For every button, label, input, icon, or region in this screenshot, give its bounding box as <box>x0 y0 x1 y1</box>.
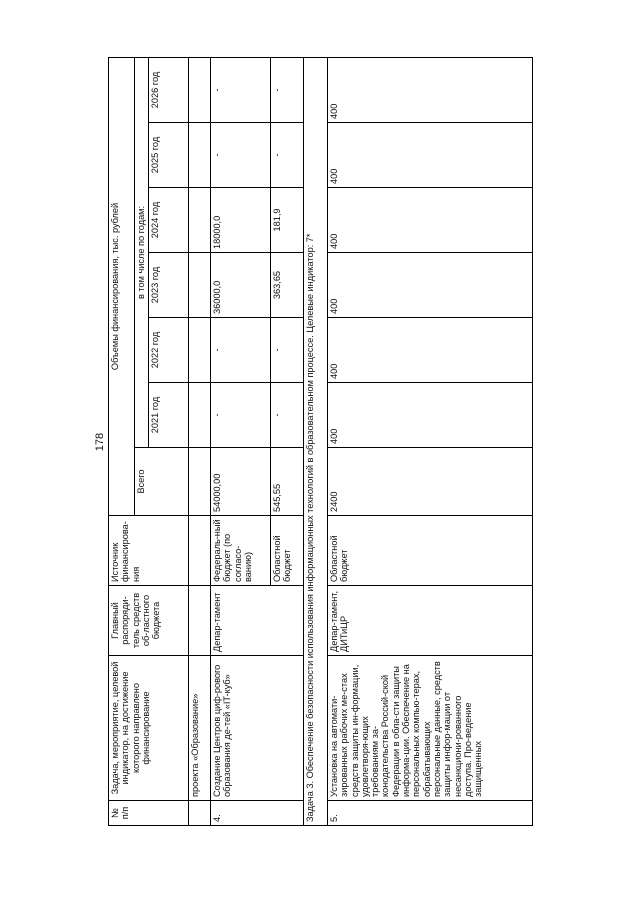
header-total: Всего <box>135 448 189 516</box>
row-5-num: 5. <box>328 801 533 826</box>
row-4-federal-2022: - <box>211 318 271 383</box>
row-4-regional-source: Областной бюджет <box>271 516 304 586</box>
row-5-2022: 400 <box>328 318 533 383</box>
row-4-federal-2021: - <box>211 383 271 448</box>
row-4-federal-2025: - <box>211 123 271 188</box>
row-5-2023: 400 <box>328 253 533 318</box>
row-5-source: Областной бюджет <box>328 516 533 586</box>
header-row-1 <box>109 57 135 825</box>
rotated-table-container <box>108 58 532 826</box>
row-4-federal-source: Федераль-ный бюджет (по согласо-ванию) <box>211 516 271 586</box>
header-year-2026: 2026 год <box>149 57 189 122</box>
row-4-federal-total: 54000,00 <box>211 448 271 516</box>
row-4-task: Создание Центров циф-рового образования де-тей «IT-куб» <box>211 656 304 801</box>
row-5-manager: Депар-тамент, ДИТиЦР <box>328 586 533 656</box>
row-project <box>189 57 211 825</box>
header-source: Источник финансирова-ния <box>109 516 189 586</box>
row-4-regional-2024: 181,9 <box>271 188 304 253</box>
row-4-regional-2023: 363,65 <box>271 253 304 318</box>
row-4-federal-2023: 36000,0 <box>211 253 271 318</box>
row-4-num: 4. <box>211 801 304 826</box>
row-4-regional-total: 545,55 <box>271 448 304 516</box>
row-5-task: Установка на автомати-зированных рабочих ме-стах средств защиты ин-формации, удовлетворя-ющих требованиям за-конодательства Россий-ской Федерации в обла-сти защиты информа-ции. Обеспечение на персональных компью-терах, обрабатывающих персональные данные, средств защиты инфор-мации от несанкциони-рованного доступа. Про-ведение защищенных <box>328 656 533 801</box>
row-5 <box>328 57 533 825</box>
row-4-regional-2026: - <box>271 57 304 122</box>
row-4-regional-2025: - <box>271 123 304 188</box>
row-5-2025: 400 <box>328 123 533 188</box>
row-5-2021: 400 <box>328 383 533 448</box>
header-funding: Объемы финансирования, тыс. рублей <box>109 57 135 515</box>
row-4-federal-2026: - <box>211 57 271 122</box>
page-number: 178 <box>94 432 106 452</box>
row-4-regional-2021: - <box>271 383 304 448</box>
funding-table <box>108 57 533 826</box>
header-by-years: в том числе по годам: <box>135 57 149 447</box>
header-num: № п/п <box>109 801 189 826</box>
row-task-3 <box>304 57 328 825</box>
row-5-2026: 400 <box>328 57 533 122</box>
row-5-2024: 400 <box>328 188 533 253</box>
header-task: Задача, мероприятие, целевой индикатор, на достижение которого направлено финансирование <box>109 656 189 801</box>
header-year-2024: 2024 год <box>149 188 189 253</box>
row-4-federal-2024: 18000,0 <box>211 188 271 253</box>
header-year-2025: 2025 год <box>149 123 189 188</box>
project-label: проекта «Образование» <box>189 656 211 801</box>
header-year-2022: 2022 год <box>149 318 189 383</box>
row-5-total: 2400 <box>328 448 533 516</box>
header-manager: Главный распоряди-тель средств об-ластного бюджета <box>109 586 189 656</box>
row-4-manager: Депар-тамент <box>211 586 304 656</box>
header-year-2021: 2021 год <box>149 383 189 448</box>
rotated-page <box>108 58 532 826</box>
header-year-2023: 2023 год <box>149 253 189 318</box>
task-3-text: Задача 3. Обеспечение безопасности использования информационных технологий в образовательном процессе. Целевые индикатор: 7* <box>304 57 328 825</box>
row-4-federal <box>211 57 271 825</box>
row-4-regional-2022: - <box>271 318 304 383</box>
